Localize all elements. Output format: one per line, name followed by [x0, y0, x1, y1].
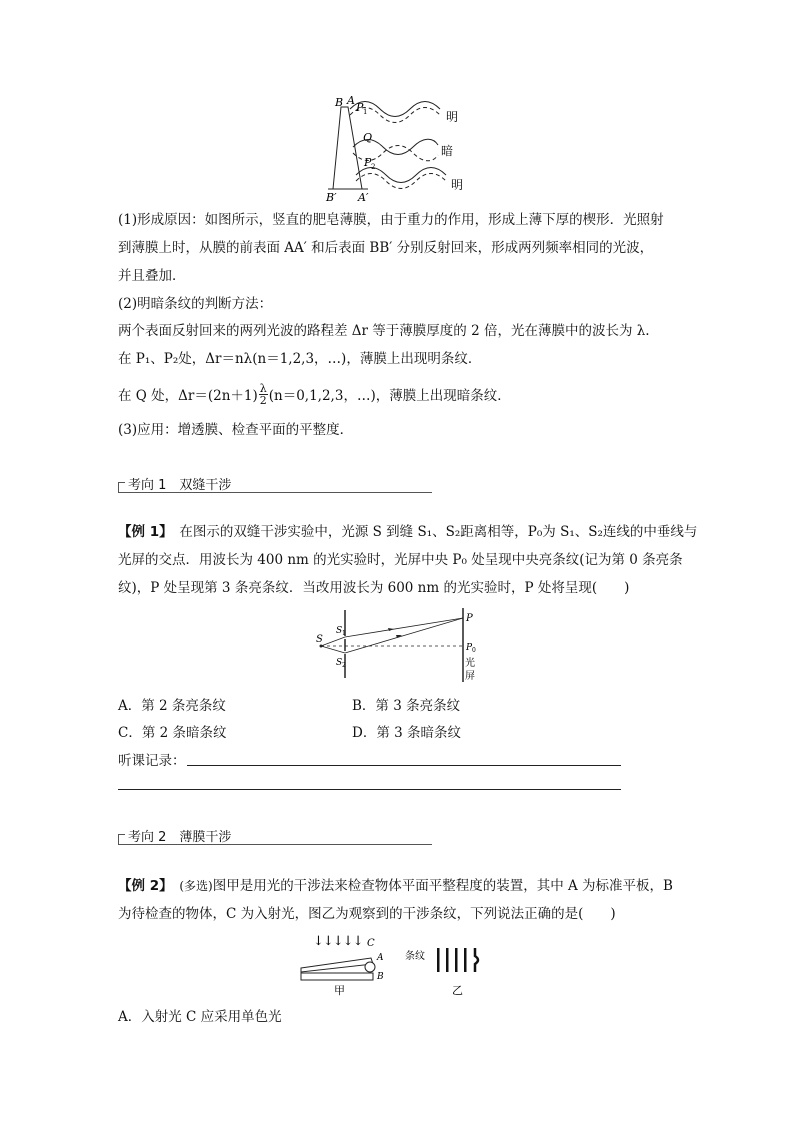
example1-text1: 在图示的双缝干涉实验中，光源 S 到缝 S₁、S₂距离相等，P₀为 S₁、S₂连线的中垂线与: [179, 524, 698, 540]
label-B: B: [335, 96, 344, 109]
p2-line3-pre: 在 Q 处，Δr＝(2n＋1): [118, 388, 258, 404]
example2-text1: 图甲是用光的干涉法来检查物体平面平整程度的装置，其中 A 为标准平板，B: [212, 878, 673, 894]
notes-line-2[interactable]: [118, 789, 621, 790]
frac-den: 2: [259, 394, 267, 407]
example1-line1: [118, 523, 697, 541]
option-C[interactable]: C．第 2 条暗条纹: [118, 725, 227, 741]
ray-s2-p: [345, 618, 463, 653]
option-D[interactable]: D．第 3 条暗条纹: [352, 725, 461, 741]
film-wedge: [333, 107, 362, 189]
label-C: C: [367, 938, 375, 949]
example1-line3: 纹)，P 处呈现第 3 条亮条纹．当改用波长为 600 nm 的光实验时，P 处将呈现( ): [118, 580, 630, 596]
option-B[interactable]: B．第 3 条亮条纹: [352, 698, 461, 714]
section-title: 考向 2 薄膜干涉: [128, 830, 232, 845]
label-B-prime: B′: [326, 191, 337, 204]
ray-s-s2: [321, 646, 345, 653]
fringe-3: [455, 948, 458, 972]
fringe-4: [464, 948, 467, 972]
p1-line3: 并且叠加．: [118, 268, 186, 284]
section-header-1: [118, 474, 432, 493]
section-header-2: [118, 826, 432, 845]
fringe-1: [437, 948, 440, 972]
label-A: A: [347, 95, 355, 107]
label-screen-2: 屏: [465, 671, 475, 682]
fringe-label: 条纹: [405, 951, 425, 962]
section-title: 考向 1 双缝干涉: [128, 478, 232, 493]
multi-select-tag: (多选): [179, 879, 213, 893]
section-corner: [118, 482, 125, 493]
label-B: B: [377, 972, 384, 982]
label-S1: S: [336, 626, 343, 636]
notes-line-1[interactable]: [187, 765, 621, 766]
bright-label-bottom: 明: [451, 178, 464, 192]
double-slit-figure: [312, 606, 487, 686]
label-A: A: [377, 953, 384, 963]
fringe-2: [446, 948, 449, 972]
example-tag: 【例 2】: [118, 878, 166, 894]
p3-line: (3)应用：增透膜、检查平面的平整度．: [118, 422, 354, 438]
label-P: P: [466, 613, 473, 624]
label-S: S: [316, 634, 323, 645]
frac-num: λ: [259, 382, 267, 395]
label-P1: P: [356, 101, 364, 114]
p2-line1: 两个表面反射回来的两列光波的路程差 Δr 等于薄膜厚度的 2 倍，光在薄膜中的波长为 λ.: [118, 323, 650, 339]
spacer-wedge: [365, 962, 375, 972]
label-P2-sub: 2: [371, 163, 376, 171]
wave-bottom-solid: [356, 168, 446, 183]
label-P0-sub: 0: [472, 647, 476, 654]
p1-line1: (1)形成原因：如图所示，竖直的肥皂薄膜，由于重力的作用，形成上薄下厚的楔形．光照射: [118, 212, 664, 228]
label-P2: P: [364, 156, 372, 169]
example2-option-A[interactable]: A．入射光 C 应采用单色光: [118, 1009, 282, 1025]
p1-line2: 到薄膜上时，从膜的前表面 AA′ 和后表面 BB′ 分别反射回来，形成两列频率相同的光波，: [118, 240, 654, 256]
example-tag: 【例 1】: [118, 524, 166, 540]
label-jia: 甲: [334, 984, 345, 997]
example2-line1: [118, 877, 673, 895]
fringe-5-bent: [475, 948, 478, 972]
standard-plate: [301, 958, 373, 972]
soap-film-figure: [320, 95, 480, 205]
p2-line3-post: (n＝0,1,2,3，…)，薄膜上出现暗条纹．: [268, 388, 511, 404]
label-screen-1: 光: [465, 658, 475, 669]
p2-title: (2)明暗条纹的判断方法：: [118, 296, 273, 312]
label-P0: P: [466, 643, 473, 653]
p2-line2: 在 P₁、P₂处，Δr＝nλ(n＝1,2,3，…)，薄膜上出现明条纹．: [118, 351, 482, 367]
ray-s1-p: [345, 618, 463, 637]
label-S2: S: [336, 658, 343, 668]
option-A[interactable]: A．第 2 条亮条纹: [118, 698, 226, 714]
dark-label: 暗: [441, 144, 454, 158]
label-A-prime: A′: [358, 191, 369, 204]
wave-bottom-dashed: [356, 174, 446, 189]
label-S1-sub: 1: [342, 630, 346, 637]
label-S2-sub: 2: [342, 662, 346, 669]
ray-s-s1: [321, 637, 345, 646]
bright-label-top: 明: [446, 110, 459, 124]
test-object: [301, 973, 373, 980]
label-Q: Q: [363, 131, 373, 144]
p2-line3: [118, 382, 511, 408]
lambda-over-2: [259, 383, 268, 406]
flatness-check-figure: [295, 930, 505, 1000]
label-P1-sub: 1: [363, 108, 368, 116]
example2-line2: 为待检查的物体，C 为入射光，图乙为观察到的干涉条纹，下列说法正确的是( ): [118, 906, 616, 922]
notes-label: 听课记录：: [118, 753, 186, 769]
incident-arrows: ↓↓↓↓↓: [313, 934, 363, 949]
example1-line2: 光屏的交点．用波长为 400 nm 的光实验时，光屏中央 P₀ 处呈现中央亮条纹(记为第 0 条亮条: [118, 552, 683, 568]
label-yi: 乙: [452, 984, 463, 997]
section-corner: [118, 834, 125, 845]
